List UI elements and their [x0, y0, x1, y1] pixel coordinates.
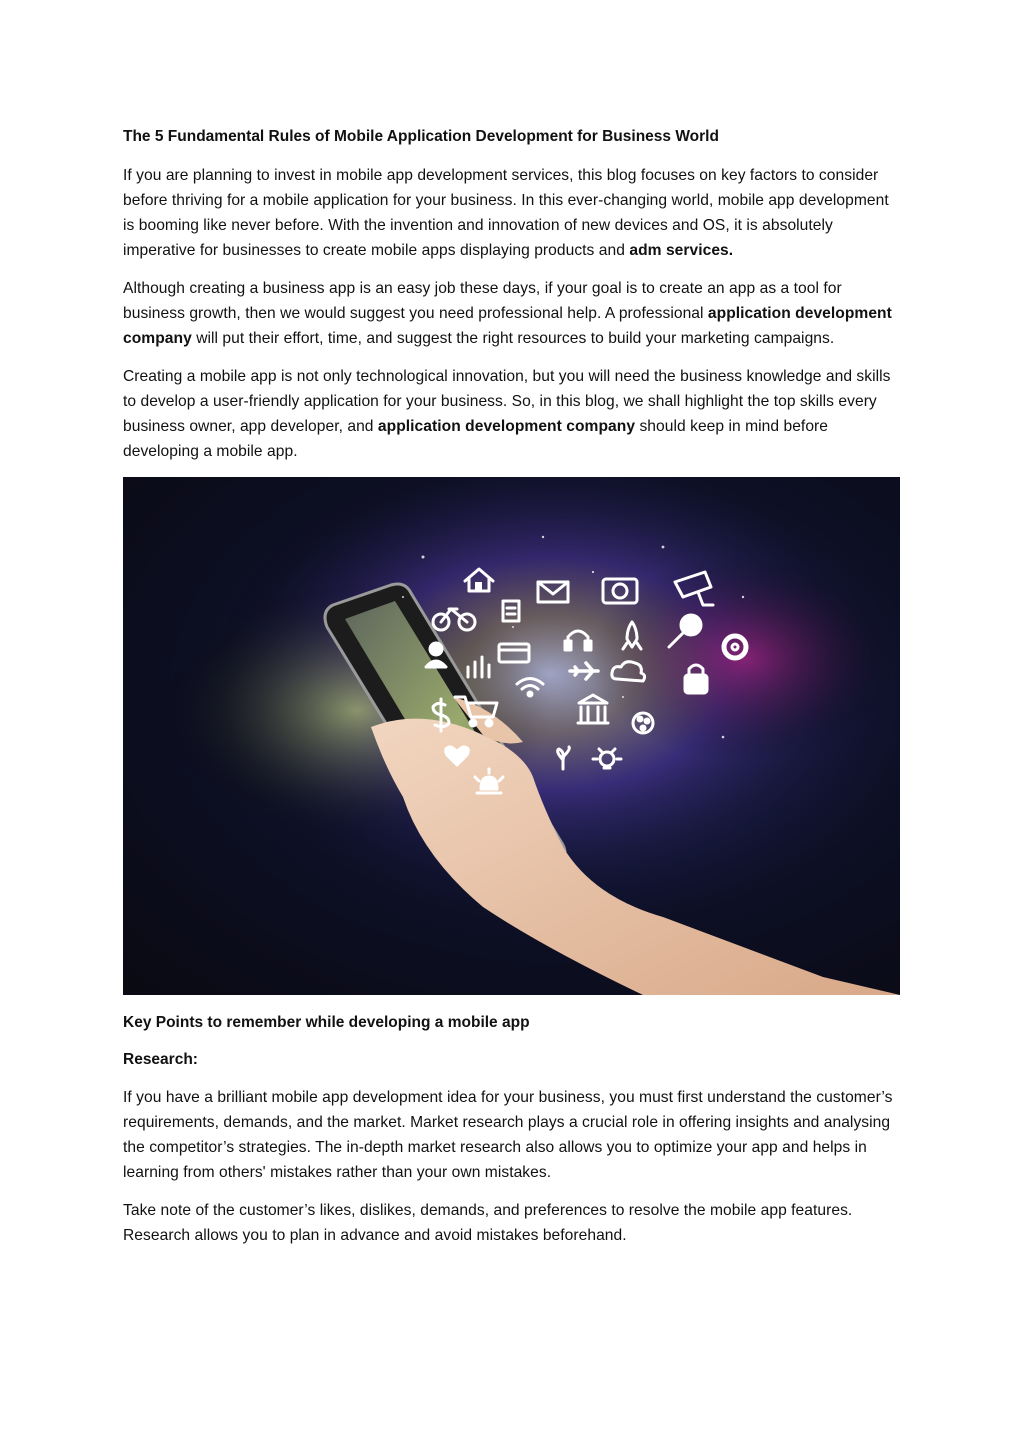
paragraph-intro-text: If you are planning to invest in mobile app development services, this blog focuses on key factors to consider before thriving for a mobile application for your business. In this ever-changing world, mobile app development is booming like never before. With the invention and innovation of new devices and OS, it is absolutely imperative for businesses to create mobile apps displaying products and: [123, 167, 889, 259]
bold-keyword: application development company: [123, 305, 892, 347]
section-heading-key-points: Key Points to remember while developing a mobile app: [123, 1014, 530, 1031]
bold-keyword: application development company: [377, 418, 636, 435]
paragraph-professional-help: [123, 276, 903, 351]
adm-services-link: adm services.: [629, 242, 734, 259]
paragraph-text: Although creating a business app is an easy job these days, if your goal is to create an app as a tool for business growth, then we would suggest you need professional help. A professional: [123, 280, 842, 322]
paragraph-research: If you have a brilliant mobile app development idea for your business, you must first understand the customer’s requirements, demands, and the market. Market research plays a crucial role in offering insights and analysing the competitor’s strategies. The in-depth market research also allows you to optimize your app and helps in learning from others' mistakes rather than your own mistakes.: [123, 1089, 893, 1181]
hero-image-phone-with-app-icons: [123, 477, 900, 995]
paragraph-intro: [123, 163, 903, 263]
paragraph-text: will put their effort, time, and suggest the right resources to build your marketing campaigns.: [191, 330, 835, 347]
article-title: The 5 Fundamental Rules of Mobile Application Development for Business World: [123, 128, 719, 145]
paragraph-text: should keep in mind before developing a mobile app.: [123, 418, 829, 460]
paragraph-text: Creating a mobile app is not only technological innovation, but you will need the business knowledge and skills to develop a user-friendly application for your business. So, in this blog, we shall highlight the top skills every business owner, app developer, and: [123, 368, 891, 435]
paragraph-customer-likes: Take note of the customer’s likes, dislikes, demands, and preferences to resolve the mobile app features. Research allows you to plan in advance and avoid mistakes beforehand.: [123, 1202, 853, 1244]
document-page: [123, 110, 903, 1261]
paragraph-skills: [123, 364, 903, 464]
hero-illustration: [123, 477, 900, 995]
section-heading-research: Research:: [123, 1051, 198, 1068]
